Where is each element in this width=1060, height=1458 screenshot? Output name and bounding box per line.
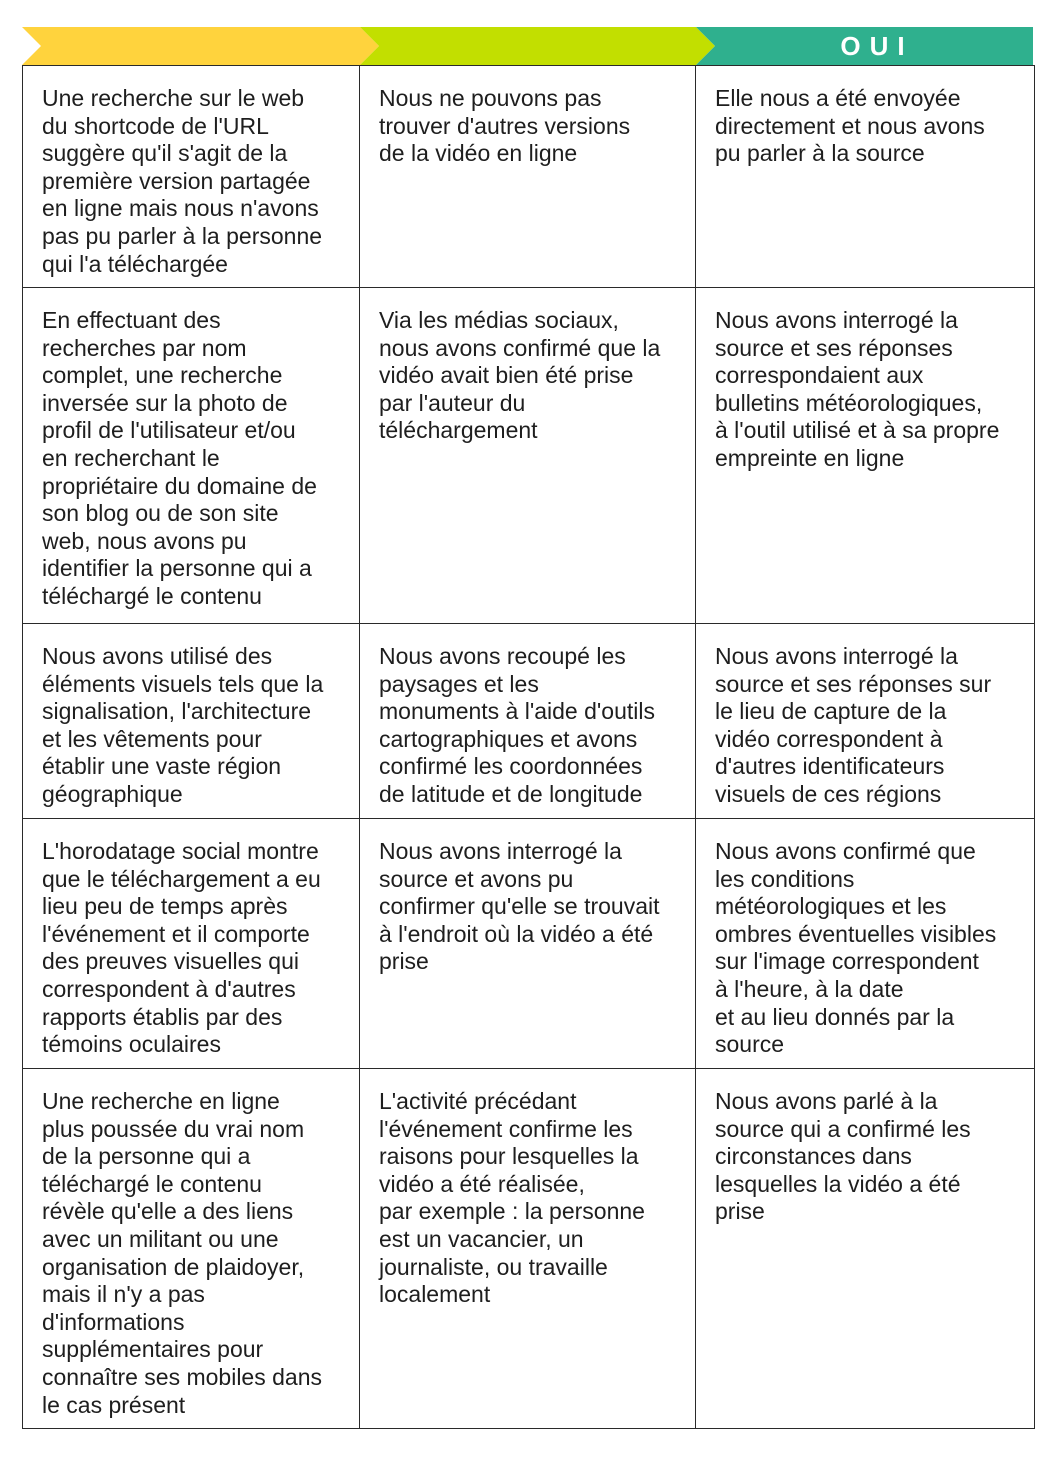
table-cell: Une recherche sur le web du shortcode de l'URL suggère qu'il s'agit de la première version partagée en ligne mais nous n'avons pas pu parler à la personne qui l'a téléchargée	[23, 66, 360, 288]
table-cell: Nous avons confirmé que les conditions météorologiques et les ombres éventuelles visibles sur l'image correspondent à l'heure, à la date et au lieu donnés par la source	[696, 819, 1035, 1069]
table-row	[23, 1069, 1035, 1429]
table-cell: Nous avons recoupé les paysages et les monuments à l'aide d'outils cartographiques et avons confirmé les coordonnées de latitude et de longitude	[360, 624, 696, 819]
table-cell: Nous avons parlé à la source qui a confirmé les circonstances dans lesquelles la vidéo a été prise	[696, 1069, 1035, 1429]
table-cell: Elle nous a été envoyée directement et nous avons pu parler à la source	[696, 66, 1035, 288]
table-cell: Nous avons interrogé la source et ses réponses sur le lieu de capture de la vidéo correspondent à d'autres identificateurs visuels de ces régions	[696, 624, 1035, 819]
table-cell: Nous avons interrogé la source et ses réponses correspondaient aux bulletins météorologiques, à l'outil utilisé et à sa propre empreinte en ligne	[696, 288, 1035, 624]
column-header-1-label	[22, 27, 362, 65]
table-cell: L'horodatage social montre que le téléchargement a eu lieu peu de temps après l'événement et il comporte des preuves visuelles qui correspondent à d'autres rapports établis par des témoins oculaires	[23, 819, 360, 1069]
table-cell: L'activité précédant l'événement confirme les raisons pour lesquelles la vidéo a été réalisée, par exemple : la personne est un vacancier, un journaliste, ou travaille localement	[360, 1069, 696, 1429]
column-header-2-label	[362, 27, 702, 65]
table-cell: Nous avons interrogé la source et avons pu confirmer qu'elle se trouvait à l'endroit où la vidéo a été prise	[360, 819, 696, 1069]
table-cell: En effectuant des recherches par nom complet, une recherche inversée sur la photo de profil de l'utilisateur et/ou en recherchant le propriétaire du domaine de son blog ou de son site web, nous avons pu identifier la personne qui a téléchargé le contenu	[23, 288, 360, 624]
table-row	[23, 819, 1035, 1069]
table-row	[23, 288, 1035, 624]
column-header-bar	[22, 27, 1033, 65]
table-row	[23, 66, 1035, 288]
table-cell: Nous ne pouvons pas trouver d'autres versions de la vidéo en ligne	[360, 66, 696, 288]
verification-table	[22, 65, 1035, 1429]
table-row	[23, 624, 1035, 819]
column-header-3-label: OUI	[840, 31, 914, 61]
table-cell: Nous avons utilisé des éléments visuels tels que la signalisation, l'architecture et les vêtements pour établir une vaste région géographique	[23, 624, 360, 819]
table-cell: Une recherche en ligne plus poussée du vrai nom de la personne qui a téléchargé le contenu révèle qu'elle a des liens avec un militant ou une organisation de plaidoyer, mais il n'y a pas d'informations supplémentaires pour connaître ses mobiles dans le cas présent	[23, 1069, 360, 1429]
table-cell: Via les médias sociaux, nous avons confirmé que la vidéo avait bien été prise par l'auteur du téléchargement	[360, 288, 696, 624]
